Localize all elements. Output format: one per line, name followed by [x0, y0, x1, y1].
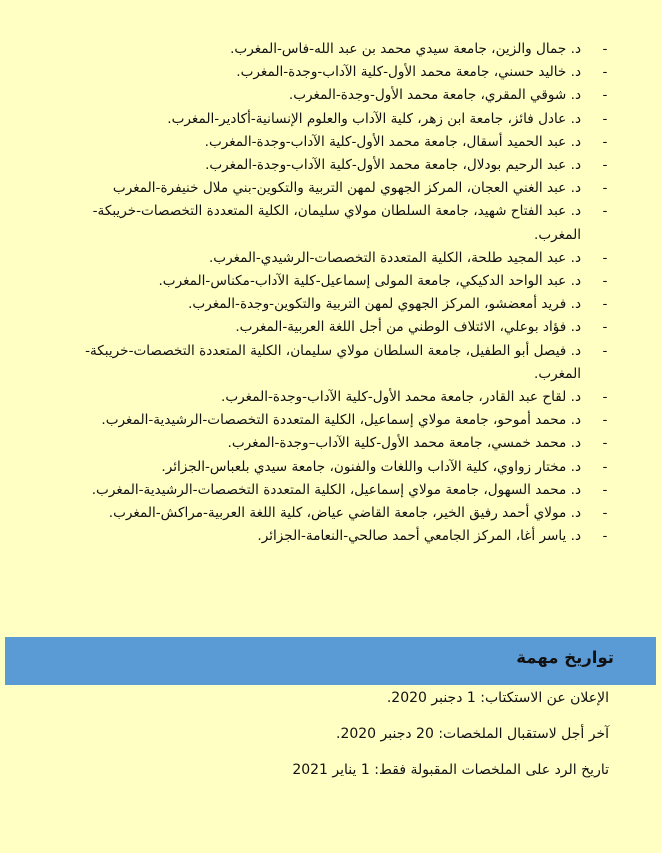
member-name-affiliation: عبد المجيد طلحة، الكلية المتعددة التخصصات-الرشيدي-المغرب.	[208, 249, 567, 266]
member-name-affiliation: فؤاد بوعلي، الائتلاف الوطني من أجل اللغة العربية-المغرب.	[235, 319, 567, 336]
member-name-affiliation: عبد الفتاح شهيد، جامعة السلطان مولاي سليمان، الكلية المتعددة التخصصات-خريبكة-المغرب.	[92, 203, 581, 243]
committee-member	[51, 432, 611, 455]
committee-member	[51, 38, 611, 61]
list-dash: -	[602, 64, 608, 81]
member-entry	[51, 84, 581, 107]
committee-member	[51, 340, 611, 386]
member-name-affiliation: مولاي أحمد رفيق الخير، جامعة القاضي عياض، كلية اللغة العربية-مراكش-المغرب.	[108, 505, 567, 522]
title-prefix: د.	[570, 133, 581, 150]
member-name-affiliation: لقاح عبد القادر، جامعة محمد الأول-كلية الآداب-وجدة-المغرب.	[221, 389, 567, 406]
list-dash: -	[602, 505, 608, 522]
member-entry	[51, 340, 581, 386]
member-name-affiliation: عبد الحميد أسقال، جامعة محمد الأول-كلية الآداب-وجدة-المغرب.	[204, 133, 567, 150]
member-name-affiliation: محمد خمسي، جامعة محمد الأول-كلية الآداب–وجدة-المغرب.	[227, 435, 567, 452]
committee-member	[51, 293, 611, 316]
member-entry	[51, 38, 581, 61]
member-name-affiliation: مختار زواوي، كلية الآداب واللغات والفنون، جامعة سيدي بلعباس-الجزائر.	[161, 458, 567, 475]
member-entry	[51, 177, 581, 200]
committee-member	[51, 270, 611, 293]
committee-member	[51, 386, 611, 409]
list-dash: -	[602, 157, 608, 174]
committee-member	[51, 479, 611, 502]
committee-member	[51, 316, 611, 339]
date-item-announcement: الإعلان عن الاستكتاب: 1 دجنبر 2020.	[386, 690, 609, 706]
title-prefix: د.	[570, 87, 581, 104]
member-name-affiliation: عبد الغني العجان، المركز الجهوي لمهن التربية والتكوين-بني ملال خنيفرة-المغرب	[112, 180, 567, 197]
list-dash: -	[602, 180, 608, 197]
member-name-affiliation: خاليد حسني، جامعة محمد الأول-كلية الآداب-وجدة-المغرب.	[236, 64, 567, 81]
title-prefix: د.	[570, 481, 581, 498]
member-name-affiliation: فيصل أبو الطفيل، جامعة السلطان مولاي سليمان، الكلية المتعددة التخصصات-خريبكة-المغرب.	[85, 342, 581, 382]
title-prefix: د.	[570, 505, 581, 522]
list-dash: -	[602, 249, 608, 266]
committee-member	[51, 200, 611, 246]
title-prefix: د.	[570, 296, 581, 313]
member-entry	[51, 502, 581, 525]
member-entry	[51, 247, 581, 270]
list-dash: -	[602, 458, 608, 475]
member-entry	[51, 108, 581, 131]
member-name-affiliation: عبد الواحد الدكيكي، جامعة المولى إسماعيل-كلية الآداب-مكناس-المغرب.	[158, 273, 567, 290]
list-dash: -	[602, 273, 608, 290]
member-entry	[51, 270, 581, 293]
committee-member	[51, 154, 611, 177]
committee-member	[51, 409, 611, 432]
committee-member	[51, 131, 611, 154]
list-dash: -	[602, 319, 608, 336]
list-dash: -	[602, 133, 608, 150]
title-prefix: د.	[570, 342, 581, 359]
title-prefix: د.	[570, 180, 581, 197]
title-prefix: د.	[570, 157, 581, 174]
title-prefix: د.	[570, 110, 581, 127]
list-dash: -	[602, 110, 608, 127]
title-prefix: د.	[570, 41, 581, 57]
member-entry	[51, 525, 581, 548]
title-prefix: د.	[570, 319, 581, 336]
member-name-affiliation: فريد أمعضشو، المركز الجهوي لمهن التربية والتكوين-وجدة-المغرب.	[188, 296, 567, 313]
title-prefix: د.	[570, 412, 581, 429]
member-name-affiliation: ياسر أغا، المركز الجامعي أحمد صالحي-النعامة-الجزائر.	[257, 528, 567, 545]
member-entry	[51, 293, 581, 316]
important-dates-header	[5, 637, 656, 685]
committee-member	[51, 456, 611, 479]
member-entry	[51, 409, 581, 432]
list-dash: -	[602, 481, 608, 498]
title-prefix: د.	[570, 249, 581, 266]
title-prefix: د.	[570, 273, 581, 290]
member-entry	[51, 479, 581, 502]
list-dash: -	[602, 412, 608, 429]
important-dates-list	[109, 688, 609, 796]
title-prefix: د.	[570, 528, 581, 545]
committee-member	[51, 525, 611, 548]
member-entry	[51, 456, 581, 479]
date-item-abstract-deadline: آخر أجل لاستقبال الملخصات: 20 دجنبر 2020.	[335, 726, 609, 742]
committee-member	[51, 61, 611, 84]
title-prefix: د.	[570, 458, 581, 475]
member-name-affiliation: محمد أموحو، جامعة مولاي إسماعيل، الكلية المتعددة التخصصات-الرشيدية-المغرب.	[101, 412, 567, 429]
member-entry	[51, 200, 581, 246]
member-name-affiliation: محمد السهول، جامعة مولاي إسماعيل، الكلية المتعددة التخصصات-الرشيدية-المغرب.	[91, 481, 567, 498]
list-dash: -	[602, 342, 608, 359]
member-entry	[51, 316, 581, 339]
committee-member	[51, 108, 611, 131]
list-dash: -	[602, 528, 608, 545]
committee-member	[51, 247, 611, 270]
committee-member	[51, 177, 611, 200]
member-name-affiliation: عادل فائز، جامعة ابن زهر، كلية الآداب والعلوم الإنسانية-أكادير-المغرب.	[167, 110, 567, 127]
list-dash: -	[602, 435, 608, 452]
member-entry	[51, 154, 581, 177]
member-entry	[51, 61, 581, 84]
section-title: تواريخ مهمة	[516, 648, 614, 667]
list-dash: -	[602, 87, 608, 104]
title-prefix: د.	[570, 435, 581, 452]
date-item-acceptance-notice: تاريخ الرد على الملخصات المقبولة فقط: 1 يناير 2021	[292, 762, 609, 778]
member-name-affiliation: جمال والزين، جامعة سيدي محمد بن عبد الله-فاس-المغرب.	[230, 41, 567, 57]
list-dash: -	[602, 203, 608, 220]
list-dash: -	[602, 41, 608, 57]
title-prefix: د.	[570, 389, 581, 406]
member-entry	[51, 432, 581, 455]
committee-member	[51, 84, 611, 107]
committee-member	[51, 502, 611, 525]
title-prefix: د.	[570, 203, 581, 220]
list-dash: -	[602, 296, 608, 313]
member-entry	[51, 386, 581, 409]
member-entry	[51, 131, 581, 154]
committee-members-list	[51, 38, 611, 548]
list-dash: -	[602, 389, 608, 406]
member-name-affiliation: عبد الرحيم بودلال، جامعة محمد الأول-كلية الآداب-وجدة-المغرب.	[205, 157, 567, 174]
title-prefix: د.	[570, 64, 581, 81]
member-name-affiliation: شوقي المقري، جامعة محمد الأول-وجدة-المغرب.	[288, 87, 567, 104]
